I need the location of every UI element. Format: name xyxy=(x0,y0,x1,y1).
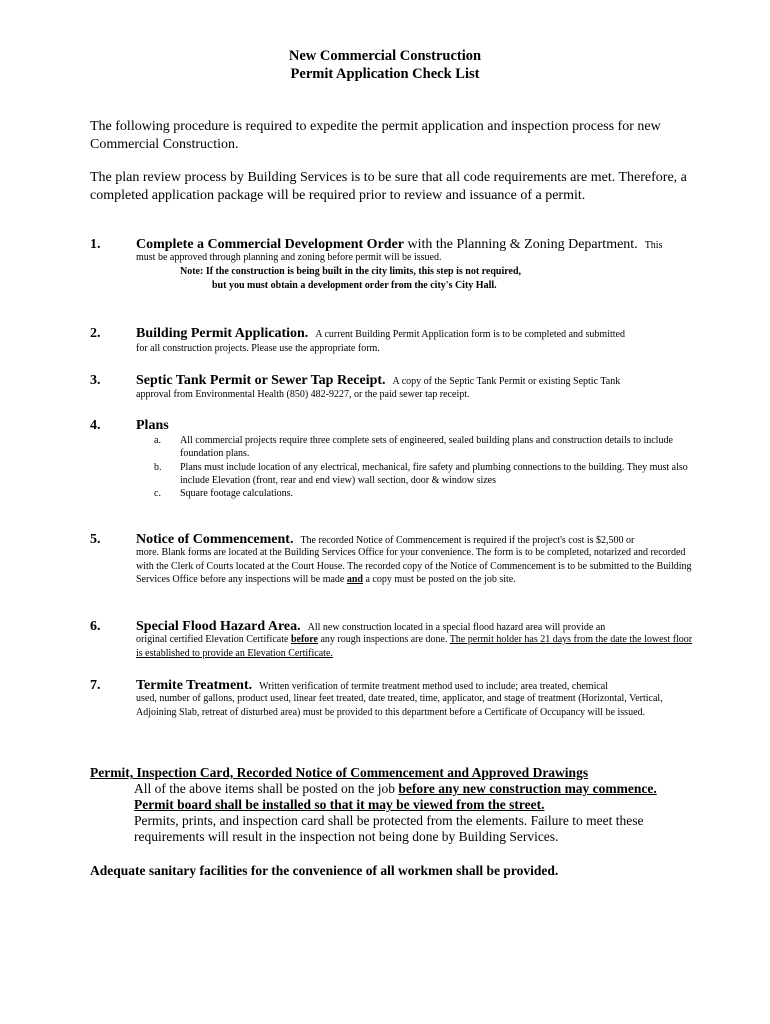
item-number: 4. xyxy=(90,418,101,433)
posting-text-emphasis: before any new construction may commence. Permit board shall be installed so that it may be viewed from the street. xyxy=(134,781,657,812)
item-body-text: more. Blank forms are located at the Building Services Office for your convenience. The form is to be completed, notarized and recorded with the Clerk of Courts located at the Court House. The recorded copy of the Notice of Commencement is to be submitted to the Building Services Office before any inspections will be made xyxy=(136,547,692,585)
subitem-text: Plans must include location of any electrical, mechanical, fire safety and plumbing connections to the building. They must also include Elevation (front, rear and end view) wall section, door & window sizes xyxy=(180,461,688,486)
item-body: used, number of gallons, product used, linear feet treated, date treated, time, applicator, and stage of treatment (Horizontal, Vertical, Adjoining Slab, retreat of disturbed area) must be provided to this department before a Certificate of Occupancy will be issued. xyxy=(136,693,663,718)
item-number: 1. xyxy=(90,237,101,252)
item-tail: A copy of the Septic Tank Permit or existing Septic Tank xyxy=(392,376,621,387)
posting-requirements-text xyxy=(134,781,694,845)
item-body-emphasis: before xyxy=(290,634,318,645)
item-number: 2. xyxy=(90,326,101,341)
item-tail: A current Building Permit Application form is to be completed and submitted xyxy=(315,329,625,340)
item-tail: The recorded Notice of Commencement is required if the project's cost is $2,500 or xyxy=(300,535,635,546)
item-heading-tail: with the Planning & Zoning Department. xyxy=(404,237,638,252)
intro-paragraph-2: The plan review process by Building Services is to be sure that all code requirements are met. Therefore, a completed application package will be required prior to review and issuance of a permit. xyxy=(90,170,687,203)
item-body xyxy=(136,633,696,660)
item-heading-line xyxy=(136,417,696,435)
item-heading: Special Flood Hazard Area. xyxy=(136,619,301,634)
document-subtitle: Permit Application Check List xyxy=(290,66,480,82)
item-body-underlined: The permit holder has 21 days from the date the lowest floor is established to provide an Elevation Certificate. xyxy=(136,634,693,659)
posting-text: All of the above items shall be posted on the job xyxy=(134,781,399,796)
subitem-text: All commercial projects require three complete sets of engineered, sealed building plans and construction details to include foundation plans. xyxy=(180,435,673,460)
closing-statement: Adequate sanitary facilities for the convenience of all workmen shall be provided. xyxy=(90,863,559,878)
list-item xyxy=(154,434,714,461)
item-number: 6. xyxy=(90,619,101,634)
document-title: New Commercial Construction xyxy=(288,48,482,64)
item-body: for all construction projects. Please use the appropriate form. xyxy=(136,343,380,354)
list-item xyxy=(154,487,714,500)
item-body-text-mid: any rough inspections are done. xyxy=(317,634,450,645)
item-number: 7. xyxy=(90,678,101,693)
subitem-text: Square footage calculations. xyxy=(180,488,294,500)
item-body-text: original certified Elevation Certificate xyxy=(136,634,291,645)
list-item xyxy=(154,461,714,488)
item-tail: All new construction located in a special flood hazard area will provide an xyxy=(307,622,606,633)
subitem-letter: a. xyxy=(154,435,161,446)
intro-paragraph-1: The following procedure is required to expedite the permit application and inspection process for new Commercial Construction. xyxy=(90,119,661,152)
item-heading: Plans xyxy=(136,418,169,433)
item-heading: Notice of Commencement. xyxy=(136,532,294,547)
posting-text-protection: Permits, prints, and inspection card shall be protected from the elements. Failure to meet these requirements will result in the inspection not being done by Building Services. xyxy=(134,813,644,844)
item-body xyxy=(136,546,696,587)
item-body: approval from Environmental Health (850) 482-9227, or the paid sewer tap receipt. xyxy=(136,389,470,400)
item-tail: Written verification of termite treatment method used to include; area treated, chemical xyxy=(259,681,609,692)
item-body-emphasis: and xyxy=(346,574,363,585)
posting-requirements-heading: Permit, Inspection Card, Recorded Notice of Commencement and Approved Drawings xyxy=(90,765,589,780)
subitem-letter: b. xyxy=(154,461,162,473)
item-body-text-end: a copy must be posted on the job site. xyxy=(362,574,516,585)
item-number: 3. xyxy=(90,373,101,388)
subitem-letter: c. xyxy=(154,488,161,500)
item-note-line-2: but you must obtain a development order from the city's City Hall. xyxy=(212,280,497,291)
item-body: must be approved through planning and zoning before permit will be issued. xyxy=(136,252,442,263)
item-heading: Termite Treatment. xyxy=(136,678,253,693)
item-note-line-1: Note: If the construction is being built in the city limits, this step is not required, xyxy=(180,266,522,277)
item-heading: Complete a Commercial Development Order xyxy=(136,237,404,252)
item-tail: This xyxy=(644,240,663,251)
plans-subitems xyxy=(154,434,714,500)
item-heading: Building Permit Application. xyxy=(136,326,309,341)
item-number: 5. xyxy=(90,532,101,547)
item-heading: Septic Tank Permit or Sewer Tap Receipt. xyxy=(136,373,386,388)
